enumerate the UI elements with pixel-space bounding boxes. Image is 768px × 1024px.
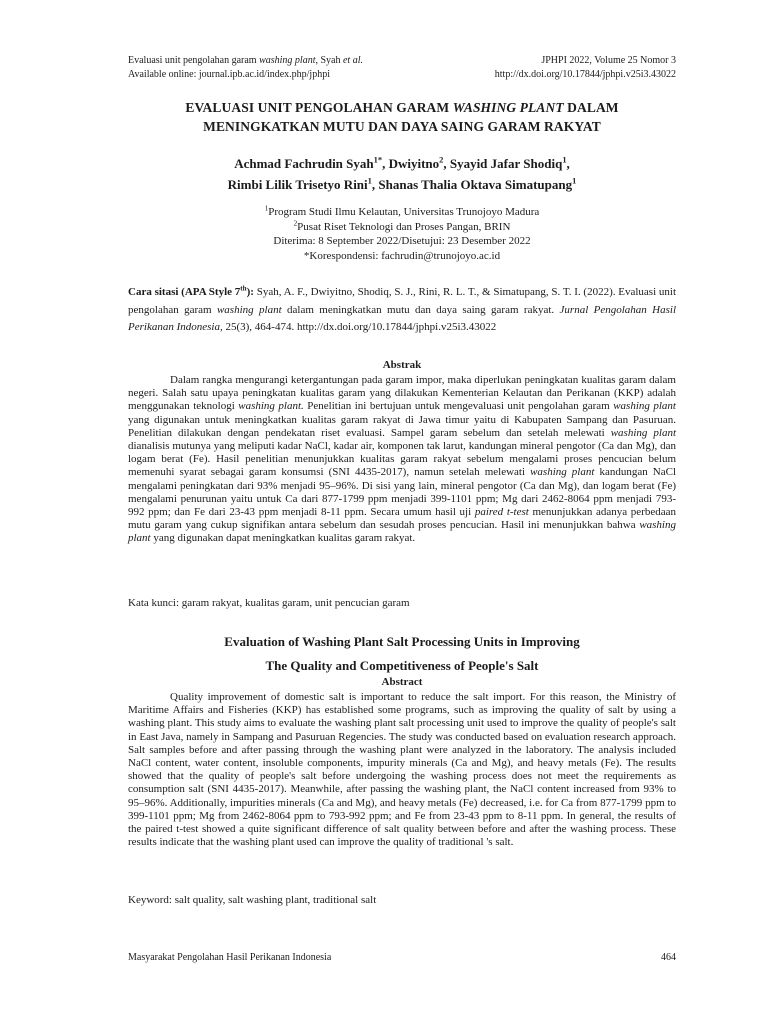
abstrak-body: [128, 374, 676, 546]
affiliation-2: $^2$Pusat Riset Teknologi dan Proses Pangan, BRIN: [293, 218, 511, 233]
abstract-body: [128, 691, 676, 849]
correspondence-email: *Korespondensi: fachrudin@trunojoyo.ac.id: [303, 249, 501, 262]
title-line-2: MENINGKATKAN MUTU DAN DAYA SAING GARAM RAKYAT: [203, 119, 601, 134]
header-volume: JPHPI 2022, Volume 25 Nomor 3: [541, 55, 676, 66]
english-title-line-1: Evaluation of Washing Plant Salt Processing Units in Improving: [224, 634, 580, 649]
paper-title: [128, 98, 676, 136]
footer-journal-name: Masyarakat Pengolahan Hasil Perikanan Indonesia: [128, 952, 332, 963]
abstrak-paragraph: Dalam rangka mengurangi ketergantungan pada garam impor, maka diperlukan peningkatan kualitas garam dalam negeri. Salah satu upaya peningkatan kualitas garam yang dilakukan Kementerian Kelautan dan Perikanan (KKP) adalah menggunakan teknologi washing plant. Penelitian ini bertujuan untuk mengevaluasi unit pengolahan garam washing plant yang digunakan untuk meningkatkan kualitas garam rakyat di Jawa timur yaitu di Kabupaten Sampang dan Pasuruan. Penelitian dilakukan dengan pendekatan riset evaluasi. Sampel garam sebelum dan setelah melewati washing plant dianalisis mutunya yang meliputi kadar NaCl, kadar air, komponen tak larut, kandungan mineral pengotor (Ca dan Mg), dan logam berat (Fe). Hasil penelitian menunjukkan kualitas garam rakyat sebelum mengalami proses pencucian belum memenuhi syarat sebagai garam konsumsi (SNI 4435-2017), namun setelah melewati washing plant kandungan NaCl mengalami peningkatan dari 93% menjadi 95–96%. Di sisi yang lain, mineral pengotor (Ca dan Mg), dan logam berat (Fe) mengalami penurunan yaitu untuk Ca dari 877-1799 ppm menjadi 399-1101 ppm; Mg dari 2462-8064 ppm menjadi 793-992 ppm; dan Fe dari 23-43 ppm menjadi 8-11 ppm. Secara umum hasil uji paired t-test menunjukkan adanya perbedaan mutu garam yang cukup signifikan antara sebelum dan sesudah proses pencucian. Hasil ini menunjukkan bahwa washing plant yang digunakan dapat meningkatkan kualitas garam rakyat.: [128, 374, 677, 545]
affiliation-1: $^1$Program Studi Ilmu Kelautan, Universitas Trunojoyo Madura: [264, 204, 540, 218]
header-short-title: Evaluasi unit pengolahan garam washing plant, Syah et al.: [128, 55, 363, 66]
page-footer: [128, 952, 676, 963]
english-title-line-2: The Quality and Competitiveness of People's Salt: [265, 658, 539, 673]
citation-label: Cara sitasi (APA Style 7th):: [128, 284, 254, 298]
header-available-online: Available online: journal.ipb.ac.id/index.php/jphpi: [128, 69, 330, 80]
running-header-left: [128, 54, 363, 82]
author-name: Dwiyitno: [388, 156, 440, 171]
kata-kunci: Kata kunci: garam rakyat, kualitas garam, unit pencucian garam: [128, 597, 410, 609]
author-name: Rimbi Lilik Trisetyo Rini: [227, 177, 368, 192]
header-doi[interactable]: http://dx.doi.org/10.17844/jphpi.v25i3.43022: [494, 69, 676, 80]
page-number: 464: [661, 952, 676, 963]
received-accepted-dates: Diterima: 8 September 2022/Disetujui: 23 Desember 2022: [273, 235, 531, 247]
affiliations: [128, 205, 676, 263]
author-line-1: Achmad Fachrudin Syah$^{1*}$, Dwiyitno$^2$, Syayid Jafar Shodiq$^1$,: [234, 154, 570, 171]
abstract-heading: Abstract: [381, 676, 423, 688]
running-header-right: [495, 54, 676, 82]
author-name: Achmad Fachrudin Syah: [234, 156, 374, 171]
citation-block: Cara sitasi (APA Style 7th): Syah, A. F., Dwiyitno, Shodiq, S. J., Rini, R. L. T., & Simatupang, S. T. I. (2022). Evaluasi unit pengolahan garam washing plant dalam meningkatkan mutu dan daya saing garam rakyat. Jurnal Pengolahan Hasil Perikanan Indonesia, 25(3), 464-474. http://dx.doi.org/10.17844/jphpi.v25i3.43022: [128, 284, 677, 333]
author-name: Syayid Jafar Shodiq: [449, 156, 563, 171]
author-list: [128, 153, 676, 195]
abstrak-heading: Abstrak: [382, 359, 422, 371]
author-name: Shanas Thalia Oktava Simatupang: [378, 177, 573, 192]
english-title: [128, 630, 676, 678]
author-line-2: Rimbi Lilik Trisetyo Rini$^1$, Shanas Thalia Oktava Simatupang$^1$: [227, 175, 577, 192]
english-keywords: Keyword: salt quality, salt washing plant, traditional salt: [128, 894, 377, 906]
abstract-paragraph: Quality improvement of domestic salt is important to reduce the salt import. For this reason, the Ministry of Maritime Affairs and Fisheries (KKP) has established some programs, such as improving the quality of salt by using a washing plant. This study aims to evaluate the washing plant salt processing unit used to improve the quality of people's salt in East Java, namely in Sampang and Pasuruan Regencies. The study was conducted based on evaluation research approach. Salt samples before and after passing through the washing plant were analyzed in the laboratory. The analysis included NaCl content, water content, insoluble components, impurity minerals (Ca and Mg), and heavy metals (Fe). The results showed that the quality of people's salt before undergoing the washing process does not meet the requirements as consumption salt (SNI 4435-2017). Meanwhile, after passing the washing plant, the NaCl content increased from 93% to 95–96%. Additionally, impurities minerals (Ca and Mg), and heavy metals (Fe) decreased, i.e. for Ca from 877-1799 ppm to 399-1101 ppm; Mg from 2462-8064 ppm to 793-992 ppm; and Fe from 23-43 ppm to 8-11 ppm. In general, the results of the paired t-test showed a quite significant difference of salt quality between before and after the washing process. These results indicate that the washing plant used can improve the quality of traditional 's salt.: [128, 691, 676, 849]
title-line-1: EVALUASI UNIT PENGOLAHAN GARAM WASHING PLANT DALAM: [185, 100, 619, 115]
